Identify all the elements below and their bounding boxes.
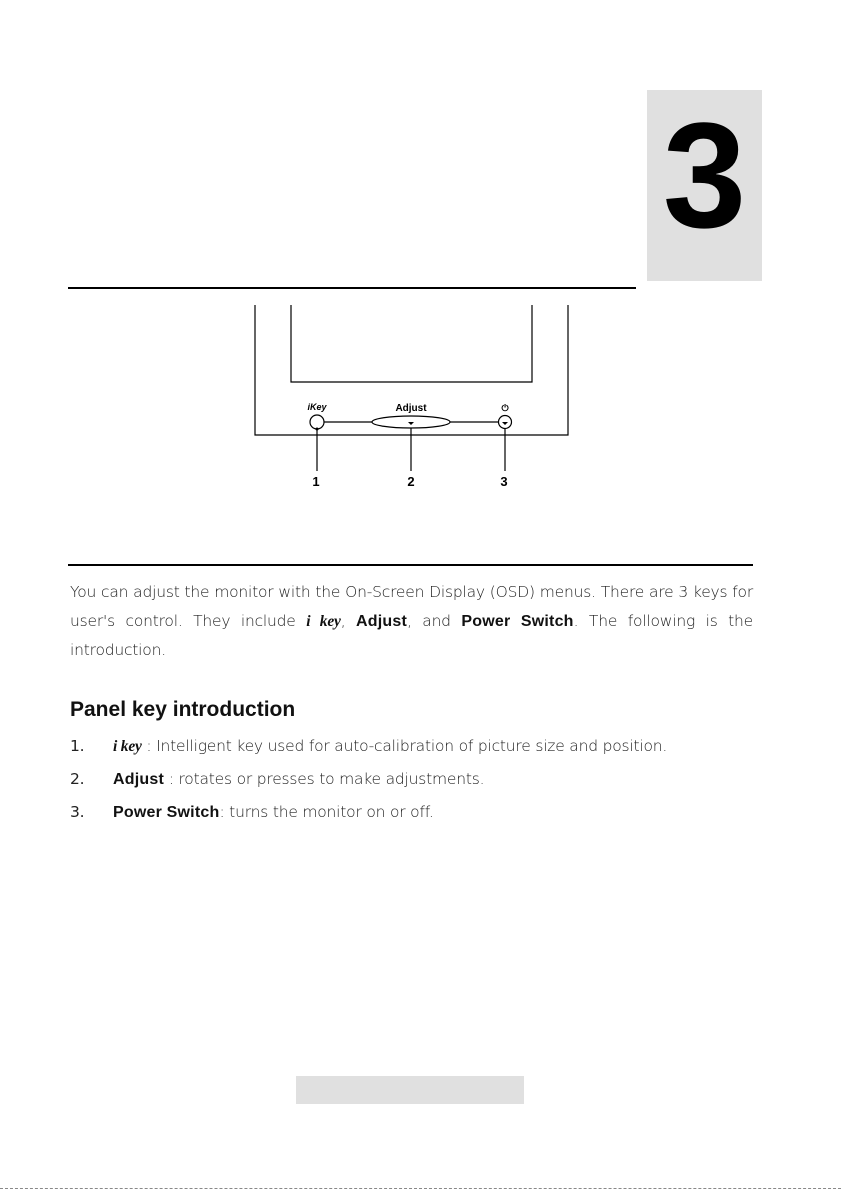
intro-power: Power Switch	[461, 613, 574, 630]
list-number: 2.	[70, 770, 85, 788]
chapter-tab	[647, 90, 762, 281]
power-symbol-icon: ⏻	[501, 403, 509, 413]
list-item	[70, 799, 770, 832]
screen-outline	[291, 305, 532, 382]
page-edge-line	[0, 1188, 841, 1189]
key-description: : turns the monitor on or off.	[219, 803, 434, 821]
callout-3: 3	[500, 474, 508, 489]
section-divider	[68, 564, 753, 566]
adjust-label: Adjust	[395, 403, 427, 414]
intro-sep-1: ,	[340, 612, 356, 630]
key-name: Power Switch	[113, 804, 220, 821]
list-number: 1.	[70, 737, 85, 755]
monitor-diagram-svg	[240, 295, 590, 500]
panel-key-list	[70, 733, 770, 832]
ikey-button-icon	[310, 415, 324, 429]
intro-ikey: i key	[306, 613, 341, 630]
intro-text-2: . The following is the introduction.	[70, 612, 753, 659]
list-item	[70, 766, 770, 799]
callout-2: 2	[407, 474, 415, 489]
monitor-front-panel-diagram	[240, 295, 590, 500]
intro-sep-2: , and	[406, 612, 462, 630]
key-name: i key	[113, 738, 142, 755]
key-description: : Intelligent key used for auto-calibration of picture size and position.	[141, 737, 668, 755]
key-description: : rotates or presses to make adjustments.	[163, 770, 485, 788]
footer-bar	[296, 1076, 524, 1104]
intro-text-1: You can adjust the monitor with the On-Screen Display (OSD) menus. There are 3 keys for user's control. They include	[70, 583, 753, 630]
list-number: 3.	[70, 803, 85, 821]
section-heading: Panel key introduction	[70, 698, 296, 721]
intro-paragraph	[70, 578, 753, 665]
key-name: Adjust	[113, 771, 164, 788]
top-divider	[68, 287, 636, 289]
callout-1: 1	[312, 474, 320, 489]
intro-adjust: Adjust	[356, 613, 407, 630]
chapter-number: 3	[662, 91, 747, 259]
list-item	[70, 733, 770, 766]
ikey-label: iKey	[307, 402, 327, 412]
